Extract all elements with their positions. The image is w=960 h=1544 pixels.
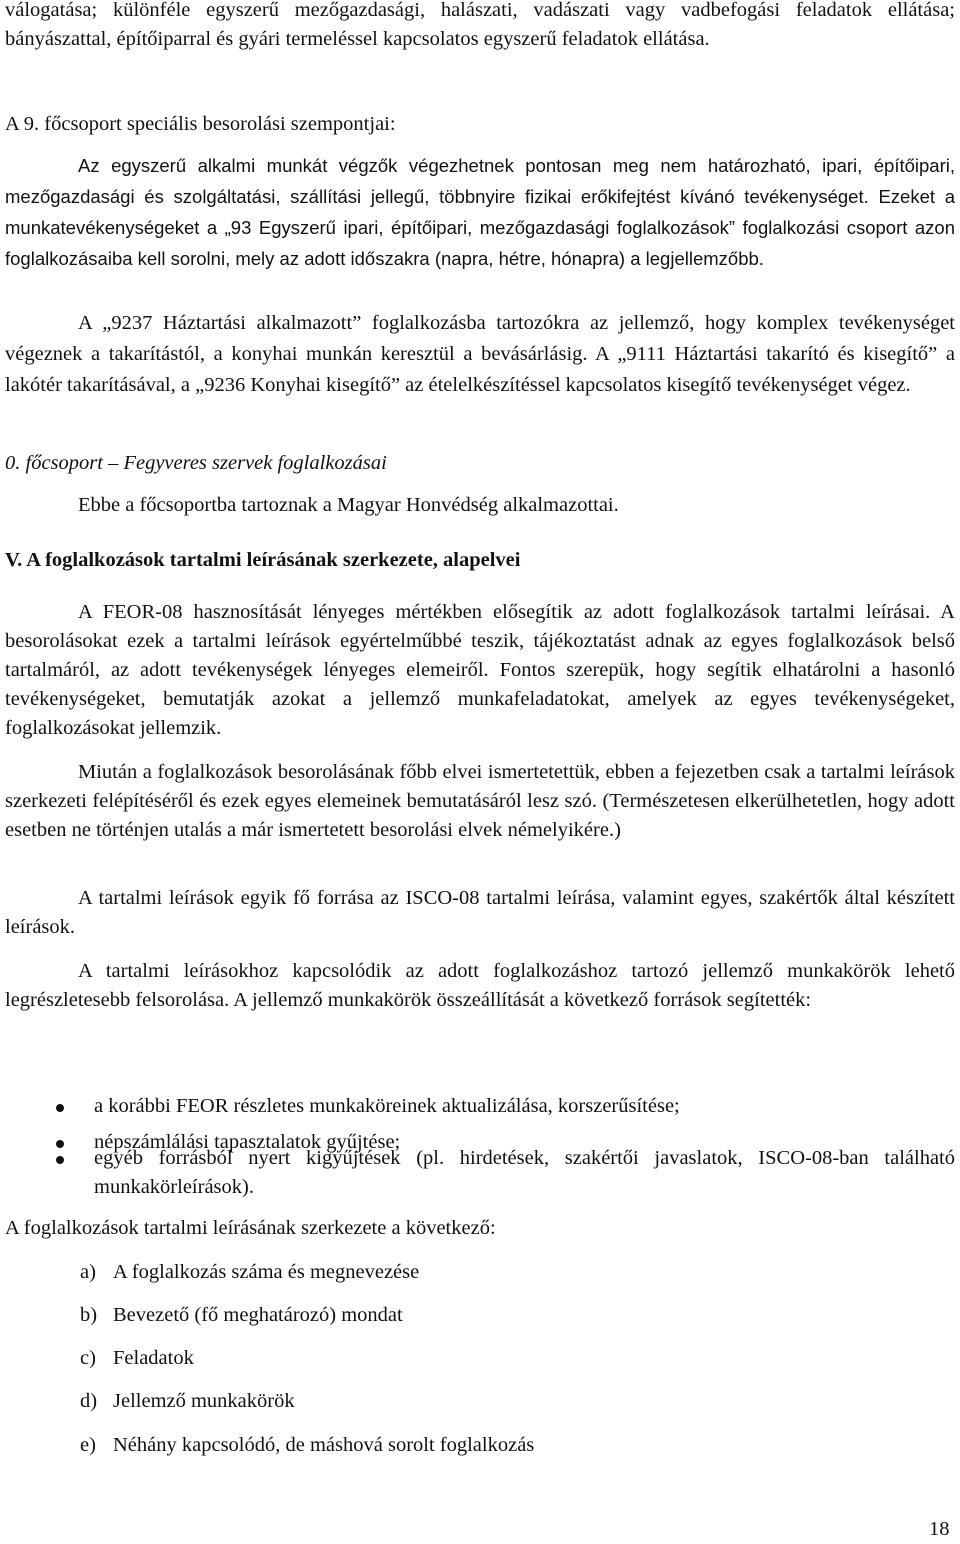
group9-heading: A 9. főcsoport speciális besorolási szempontjai:	[5, 113, 396, 135]
bullet-text: népszámlálási tapasztalatok gyűjtése;	[94, 1131, 401, 1153]
group9-paragraph-2: A „9237 Háztartási alkalmazott” foglalkozásba tartozókra az jellemző, hogy komplex tevékenységet végeznek a takarítástól, a konyhai munkán keresztül a bevásárlásig. A „9111 Háztartási takarító és kisegítő” a lakótér takarításával, a „9236 Konyhai kisegítő” az ételelkészítéssel kapcsolatos kisegítő tevékenységet végez.	[5, 312, 955, 396]
list-text: Bevezető (fő meghatározó) mondat	[113, 1304, 403, 1326]
list-label: a)	[80, 1261, 96, 1283]
section5-heading: V. A foglalkozások tartalmi leírásának szerkezete, alapelvei	[5, 549, 521, 571]
list-label: d)	[80, 1390, 98, 1412]
group0-heading: 0. főcsoport – Fegyveres szervek foglalkozásai	[5, 452, 387, 474]
list-text: Néhány kapcsolódó, de máshová sorolt foglalkozás	[113, 1434, 535, 1456]
bullet-text: egyéb forrásból nyert kigyűjtések (pl. hirdetések, szakértői javaslatok, ISCO-08-ban található munkakörleírások).	[94, 1147, 955, 1198]
structure-list-item	[80, 1301, 403, 1330]
group0-text: Ebbe a főcsoportba tartoznak a Magyar Honvédség alkalmazottai.	[78, 494, 619, 516]
section5-paragraph-1: A FEOR-08 hasznosítását lényeges mértékben elősegítik az adott foglalkozások tartalmi leírásai. A besorolásokat ezek a tartalmi leírások egyértelműbbé teszik, tájékoztatást adnak az egyes foglalkozások belső tartalmáról, az adott tevékenységek lényeges elemeiről. Fontos szerepük, hogy segítik elhatárolni a hasonló tevékenységeket, bemutatják azokat a jellemző munkafeladatokat, amelyek az egyes tevékenységeket, foglalkozásokat jellemzik.	[5, 601, 955, 739]
list-label: c)	[80, 1347, 96, 1369]
structure-list-item	[80, 1258, 419, 1287]
list-label: b)	[80, 1304, 98, 1326]
section5-paragraph-2: Miután a foglalkozások besorolásának főbb elvei ismertetettük, ebben a fejezetben csak a tartalmi leírások szerkezeti felépítéséről és ezek egyes elemeinek bemutatásáról lesz szó. (Természetesen elkerülhetetlen, hogy adott esetben ne történjen utalás a már ismertetett besorolási elvek némelyikére.)	[5, 761, 955, 841]
bullet-text: a korábbi FEOR részletes munkaköreinek aktualizálása, korszerűsítése;	[94, 1095, 680, 1117]
list-label: e)	[80, 1434, 96, 1456]
bullet-icon	[56, 1156, 64, 1164]
bullet-icon	[56, 1140, 64, 1148]
section5-paragraph-3: A tartalmi leírások egyik fő forrása az ISCO-08 tartalmi leírása, valamint egyes, szakértők által készített leírások.	[5, 887, 955, 938]
page-number: 18	[929, 1518, 950, 1540]
list-text: Feladatok	[113, 1347, 194, 1369]
intro-paragraph: válogatása; különféle egyszerű mezőgazdasági, halászati, vadászati vagy vadbefogási feladatok ellátása; bányászattal, építőiparral és gyári termeléssel kapcsolatos egyszerű feladatok ellátása.	[5, 0, 955, 50]
structure-list-item	[80, 1387, 295, 1416]
group9-paragraph-1: Az egyszerű alkalmi munkát végzők végezhetnek pontosan meg nem határozható, ipari, építőipari, mezőgazdasági és szolgáltatási, szállítási jellegű, többnyire fizikai erőkifejtést kívánó tevékenységet. Ezeket a munkatevékenységeket a „93 Egyszerű ipari, építőipari, mezőgazdasági foglalkozások” foglalkozási csoport azon foglalkozásaiba kell sorolni, mely az adott időszakra (napra, hétre, hónapra) a legjellemzőbb.	[5, 155, 955, 269]
structure-list-item	[80, 1344, 194, 1373]
list-text: A foglalkozás száma és megnevezése	[113, 1261, 420, 1283]
structure-intro: A foglalkozások tartalmi leírásának szerkezete a következő:	[5, 1217, 496, 1239]
list-text: Jellemző munkakörök	[113, 1390, 295, 1412]
section5-paragraph-4: A tartalmi leírásokhoz kapcsolódik az adott foglalkozáshoz tartozó jellemző munkakörök lehető legrészletesebb felsorolása. A jellemző munkakörök összeállítását a következő források segítették:	[5, 960, 955, 1011]
bullet-icon	[56, 1104, 64, 1112]
structure-list-item	[80, 1431, 534, 1460]
